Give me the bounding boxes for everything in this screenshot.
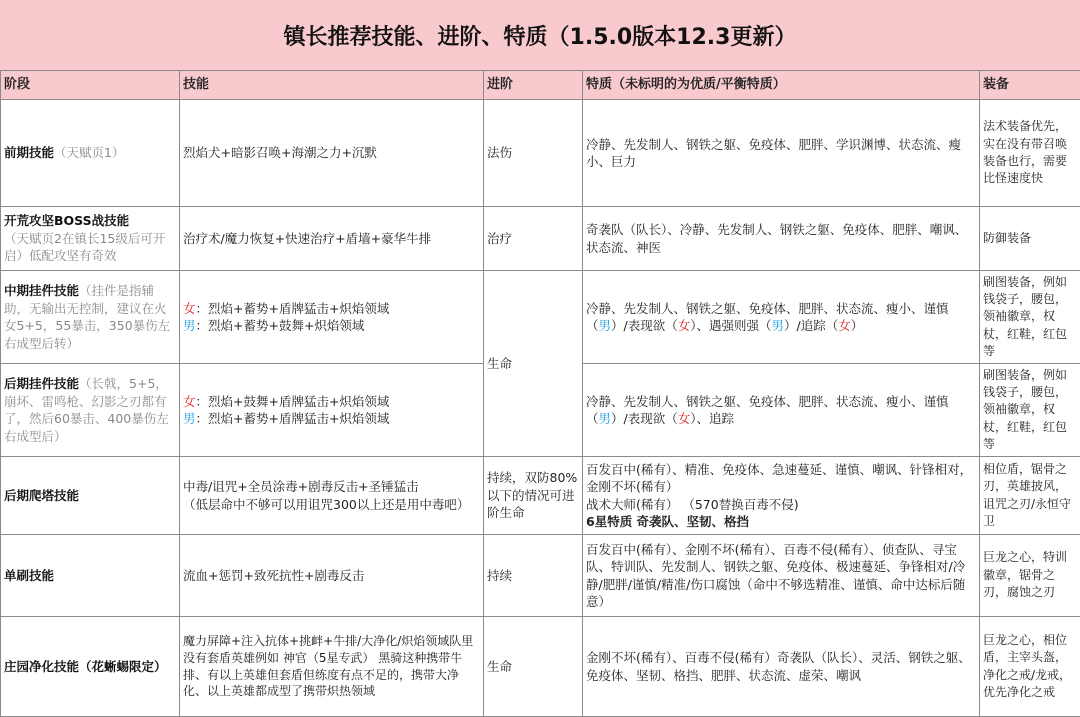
- stage-name: 开荒攻坚BOSS战技能: [4, 213, 129, 228]
- stage-name: 前期技能: [4, 145, 54, 160]
- male-skill: ：烈焰+蓄势+盾牌猛击+炽焰领域: [196, 411, 390, 426]
- stage-cell: [1, 207, 180, 271]
- skill-cell: 烈焰犬+暗影召唤+海潮之力+沉默: [180, 100, 484, 207]
- header-equip: 装备: [980, 71, 1080, 100]
- skill-cell: [180, 457, 484, 535]
- female-tag: 女: [678, 411, 691, 426]
- stage-cell: [1, 457, 180, 535]
- stage-name: 后期挂件技能: [4, 376, 79, 391]
- equip-cell: 巨龙之心，相位盾，主宰头盔，净化之戒/龙戒，优先净化之戒: [980, 617, 1080, 717]
- advance-cell: 生命: [484, 271, 583, 457]
- stage-note: （天赋页2在镇长15级后可开启）低配攻坚有奇效: [4, 231, 165, 264]
- header-trait: 特质（未标明的为优质/平衡特质）: [583, 71, 980, 100]
- header-advance: 进阶: [484, 71, 583, 100]
- equip-cell: 巨龙之心，特训徽章，锯骨之刃，腐蚀之刃: [980, 535, 1080, 617]
- advance-cell: 持续，双防80%以下的情况可进阶生命: [484, 457, 583, 535]
- table-row: [1, 617, 1080, 717]
- stage-name: 庄园净化技能（花蜥蜴限定）: [4, 659, 167, 674]
- trait-text: 战术大师(稀有） （570替换百毒不侵): [586, 497, 799, 512]
- female-tag: 女: [678, 318, 691, 333]
- stage-cell: [1, 271, 180, 364]
- male-tag: 男: [772, 318, 785, 333]
- table-row: [1, 207, 1080, 271]
- skill-cell: 流血+惩罚+致死抗性+剧毒反击: [180, 535, 484, 617]
- trait-cell: [583, 271, 980, 364]
- table-row: [1, 457, 1080, 535]
- equip-cell: 相位盾，锯骨之刃，英雄披风，诅咒之刃/永恒守卫: [980, 457, 1080, 535]
- stage-cell: [1, 364, 180, 457]
- equip-cell: 防御装备: [980, 207, 1080, 271]
- header-row: [1, 71, 1080, 100]
- male-tag: 男: [183, 411, 196, 426]
- trait-cell: 冷静、先发制人、钢铁之躯、免疫体、肥胖、学识渊博、状态流、瘦小、巨力: [583, 100, 980, 207]
- advance-cell: 持续: [484, 535, 583, 617]
- skill-text: 中毒/诅咒+全员涂毒+剧毒反击+圣锤猛击: [183, 479, 419, 494]
- male-tag: 男: [183, 318, 196, 333]
- female-tag: 女: [183, 394, 196, 409]
- stage-name: 后期爬塔技能: [4, 488, 79, 503]
- skill-table: [0, 70, 1080, 717]
- advance-cell: 生命: [484, 617, 583, 717]
- trait-cell: [583, 457, 980, 535]
- header-stage: 阶段: [1, 71, 180, 100]
- female-tag: 女: [183, 301, 196, 316]
- six-star-traits: 6星特质 奇袭队、坚韧、格挡: [586, 514, 749, 529]
- skill-cell: 治疗术/魔力恢复+快速治疗+盾墙+豪华牛排: [180, 207, 484, 271]
- trait-text: ）/表现欲（: [611, 318, 678, 333]
- stage-name: 单刷技能: [4, 568, 54, 583]
- skill-cell: [180, 364, 484, 457]
- equip-cell: 刷图装备，例如钱袋子，腰包，领袖徽章，权杖，红鞋，红包等: [980, 364, 1080, 457]
- table-row: [1, 535, 1080, 617]
- skill-cell: [180, 271, 484, 364]
- trait-cell: [583, 364, 980, 457]
- page-title: 镇长推荐技能、进阶、特质（1.5.0版本12.3更新）: [0, 0, 1080, 71]
- advance-cell: 法伤: [484, 100, 583, 207]
- female-skill: ：烈焰+鼓舞+盾牌猛击+炽焰领域: [196, 394, 390, 409]
- male-skill: ：烈焰+蓄势+鼓舞+炽焰领域: [196, 318, 365, 333]
- table-row: [1, 271, 1080, 364]
- trait-text: 百发百中(稀有）、精准、免疫体、急速蔓延、谨慎、嘲讽、针锋相对，金刚不坏(稀有）: [586, 462, 972, 495]
- stage-note: （挂件是指辅助，无输出无控制，建议在火女5+5，55暴击，350暴伤左右成型后转）: [4, 283, 170, 351]
- stage-cell: [1, 617, 180, 717]
- stage-note: （天赋页1）: [54, 145, 124, 160]
- equip-cell: 法术装备优先，实在没有带召唤装备也行，需要比怪速度快: [980, 100, 1080, 207]
- stage-name: 中期挂件技能: [4, 283, 79, 298]
- equip-cell: 刷图装备，例如钱袋子，腰包，领袖徽章，权杖，红鞋，红包等: [980, 271, 1080, 364]
- trait-text: ）/表现欲（: [611, 411, 678, 426]
- trait-text: ）、追踪: [690, 411, 734, 426]
- male-tag: 男: [599, 411, 612, 426]
- skill-cell: 魔力屏障+注入抗体+挑衅+牛排/大净化/炽焰领域队里没有套盾英雄例如 神官（5星专武） 黑骑这种携带牛排、有以上英雄但套盾但练度有点不足的，携带大净化、以上英雄都成型了携带炽热领域: [180, 617, 484, 717]
- trait-text: ）/追踪（: [784, 318, 838, 333]
- stage-cell: [1, 535, 180, 617]
- trait-cell: 奇袭队（队长）、冷静、先发制人、钢铁之躯、免疫体、肥胖、嘲讽、状态流、神医: [583, 207, 980, 271]
- female-skill: ：烈焰+蓄势+盾牌猛击+炽焰领域: [196, 301, 390, 316]
- trait-text: 冷静、先发制人、钢铁之躯、免疫体、肥胖、状态流、瘦小、谨慎（: [586, 301, 949, 334]
- male-tag: 男: [599, 318, 612, 333]
- trait-cell: 金刚不坏(稀有）、百毒不侵(稀有）奇袭队（队长）、灵活、钢铁之躯、免疫体、坚韧、格挡、肥胖、状态流、虚荣、嘲讽: [583, 617, 980, 717]
- stage-note: （长戟，5+5，崩坏、雷鸣枪、幻影之刃都有了，然后60暴击、400暴伤左右成型后）: [4, 376, 169, 444]
- header-skill: 技能: [180, 71, 484, 100]
- female-tag: 女: [838, 318, 851, 333]
- trait-text: ）、遇强则强（: [690, 318, 771, 333]
- trait-text: ）: [851, 318, 864, 333]
- skill-note: （低层命中不够可以用诅咒300以上还是用中毒吧）: [183, 497, 469, 512]
- trait-text: 冷静、先发制人、钢铁之躯、免疫体、肥胖、状态流、瘦小、谨慎（: [586, 394, 949, 427]
- advance-cell: 治疗: [484, 207, 583, 271]
- table-row: [1, 100, 1080, 207]
- trait-cell: 百发百中(稀有）、金刚不坏(稀有）、百毒不侵(稀有）、侦查队、寻宝队、特训队、先发制人、钢铁之躯、免疫体、极速蔓延、争锋相对/冷静/肥胖/谨慎/精准/伤口腐蚀（命中不够选精准、谨慎、命中达标后随意）: [583, 535, 980, 617]
- stage-cell: [1, 100, 180, 207]
